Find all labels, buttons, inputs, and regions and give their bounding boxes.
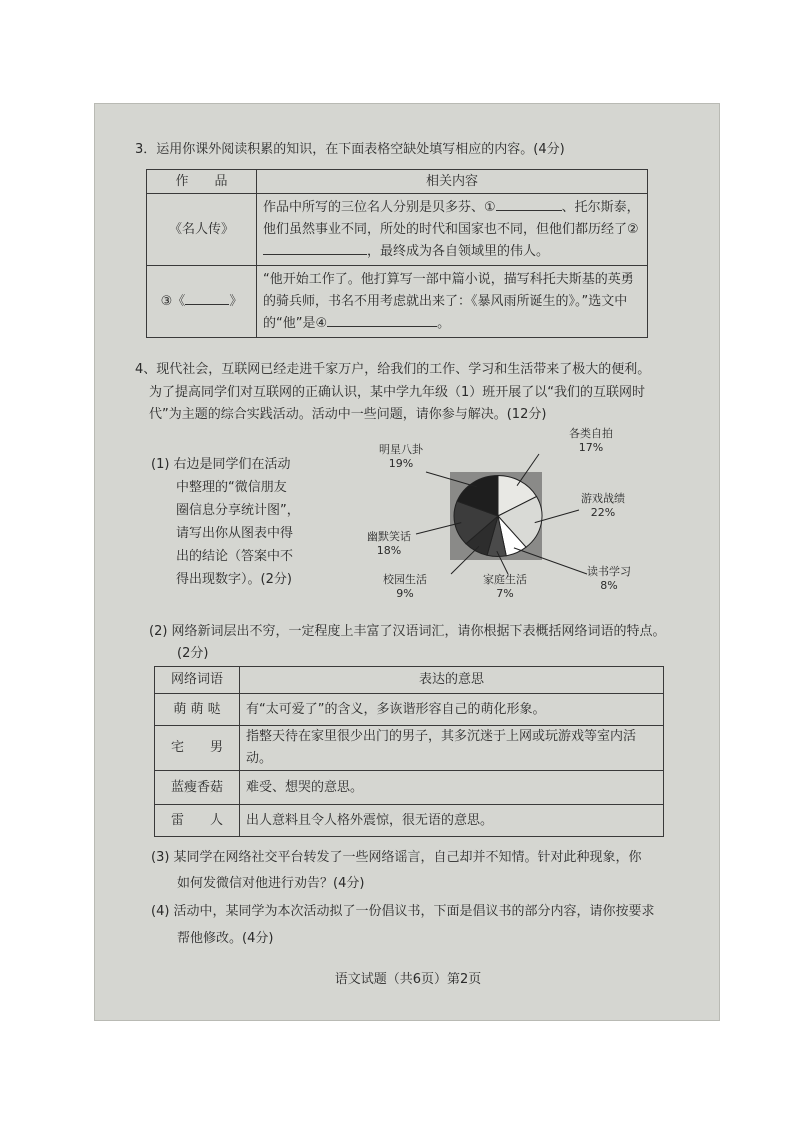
q4-sub2-line2: (2分)	[177, 646, 209, 661]
q3-row2-line3b: 。	[437, 315, 451, 331]
internet-words-table	[154, 666, 664, 837]
q4-sub4-line1: (4) 活动中，某同学为本次活动拟了一份倡议书，下面是倡议书的部分内容，请你按要求	[151, 904, 655, 919]
word-cell: 萌 萌 哒	[155, 694, 240, 726]
q4-stem-line1: 4、现代社会，互联网已经走进千家万户，给我们的工作、学习和生活带来了极大的便利。	[135, 362, 651, 377]
q3-row1-line1b: 、托尔斯泰，	[561, 199, 640, 215]
q4-stem-line2: 为了提高同学们对互联网的正确认识，某中学九年级（1）班开展了以“我们的互联网时	[149, 385, 646, 400]
meaning-cell: 有“太可爱了”的含义，多诙谐形容自己的萌化形象。	[240, 694, 664, 726]
q4-sub3-line1: (3) 某同学在网络社交平台转发了一些网络谣言，自己却并不知情。针对此种现象，你	[151, 850, 642, 865]
page-footer: 语文试题（共6页）第2页	[334, 972, 482, 987]
sub1-line: 圈信息分享统计图”，	[176, 503, 300, 518]
answer-blank-1[interactable]	[496, 197, 562, 211]
meaning-cell: 指整天待在家里很少出门的男子，其多沉迷于上网或玩游戏等室内活动。	[240, 726, 664, 771]
word-cell: 雷 人	[155, 805, 240, 837]
label-humor: 幽默笑话 18%	[367, 530, 411, 557]
q3-row2-line2: 的骑兵师，书名不用考虑就出来了：《暴风雨所诞生的》。”选文中	[263, 293, 628, 309]
sub1-line: 出的结论（答案中不	[176, 549, 294, 564]
q3-row2-line1: “他开始工作了。他打算写一部中篇小说，描写科托夫斯基的英勇	[263, 271, 634, 287]
answer-blank-2[interactable]	[263, 241, 367, 255]
q3-header-work: 作 品	[147, 170, 257, 194]
label-game-record: 游戏战绩 22%	[581, 492, 625, 519]
answer-blank-4[interactable]	[327, 313, 437, 327]
label-reading: 读书学习 8%	[587, 565, 631, 592]
table-row	[155, 805, 664, 837]
sub1-line: 请写出你从图表中得	[176, 526, 294, 541]
q3-row1-line2: 他们虽然事业不同，所处的时代和国家也不同，但他们都历经了②	[263, 221, 639, 237]
exam-page	[94, 103, 720, 1021]
q4-sub4-line2: 帮他修改。(4分)	[177, 931, 274, 946]
q4-sub1	[151, 453, 300, 591]
table-row	[155, 771, 664, 805]
table-header-word: 网络词语	[155, 667, 240, 694]
word-cell: 宅 男	[155, 726, 240, 771]
q3-row1-line1: 作品中所写的三位名人分别是贝多芬、①	[263, 199, 496, 215]
q3-table	[146, 169, 648, 338]
q3-content-1	[257, 194, 648, 266]
table-row	[155, 726, 664, 771]
table-row	[155, 694, 664, 726]
meaning-cell: 出人意料且令人格外震惊，很无语的意思。	[240, 805, 664, 837]
q3-row2-line3: 的“他”是④	[263, 315, 328, 331]
answer-blank-3[interactable]	[185, 291, 229, 305]
q4-stem-line3: 代”为主题的综合实践活动。活动中一些问题，请你参与解决。(12分)	[149, 407, 547, 422]
q3-work-1: 《名人传》	[147, 194, 257, 266]
table-header-meaning: 表达的意思	[240, 667, 664, 694]
q4-sub2-line1: (2) 网络新词层出不穷，一定程度上丰富了汉语词汇，请你根据下表概括网络词语的特点。	[149, 624, 666, 639]
q3-work-suffix: 》	[229, 293, 243, 309]
label-star-gossip: 明星八卦 19%	[379, 443, 423, 470]
sub1-line: 中整理的“微信朋友	[176, 480, 287, 495]
sub1-line: 得出现数字）。(2分)	[176, 572, 292, 587]
q3-row1-line3b: ，最终成为各自领域里的伟人。	[367, 243, 550, 259]
q3-work-prefix: ③《	[160, 293, 186, 309]
wechat-share-chart	[351, 416, 651, 616]
q3-header-content: 相关内容	[257, 170, 648, 194]
q3-stem: 3．运用你课外阅读积累的知识，在下面表格空缺处填写相应的内容。(4分)	[135, 142, 565, 157]
label-campus-life: 校园生活 9%	[383, 573, 427, 600]
q3-content-2	[257, 266, 648, 338]
label-selfie: 各类自拍 17%	[569, 427, 613, 454]
q4-sub3-line2: 如何发微信对他进行劝告？(4分)	[177, 876, 365, 891]
word-cell: 蓝瘦香菇	[155, 771, 240, 805]
sub1-line: (1) 右边是同学们在活动	[151, 457, 291, 472]
q3-work-2	[147, 266, 257, 338]
label-family-life: 家庭生活 7%	[483, 573, 527, 600]
meaning-cell: 难受、想哭的意思。	[240, 771, 664, 805]
leader-line-3	[514, 548, 587, 574]
